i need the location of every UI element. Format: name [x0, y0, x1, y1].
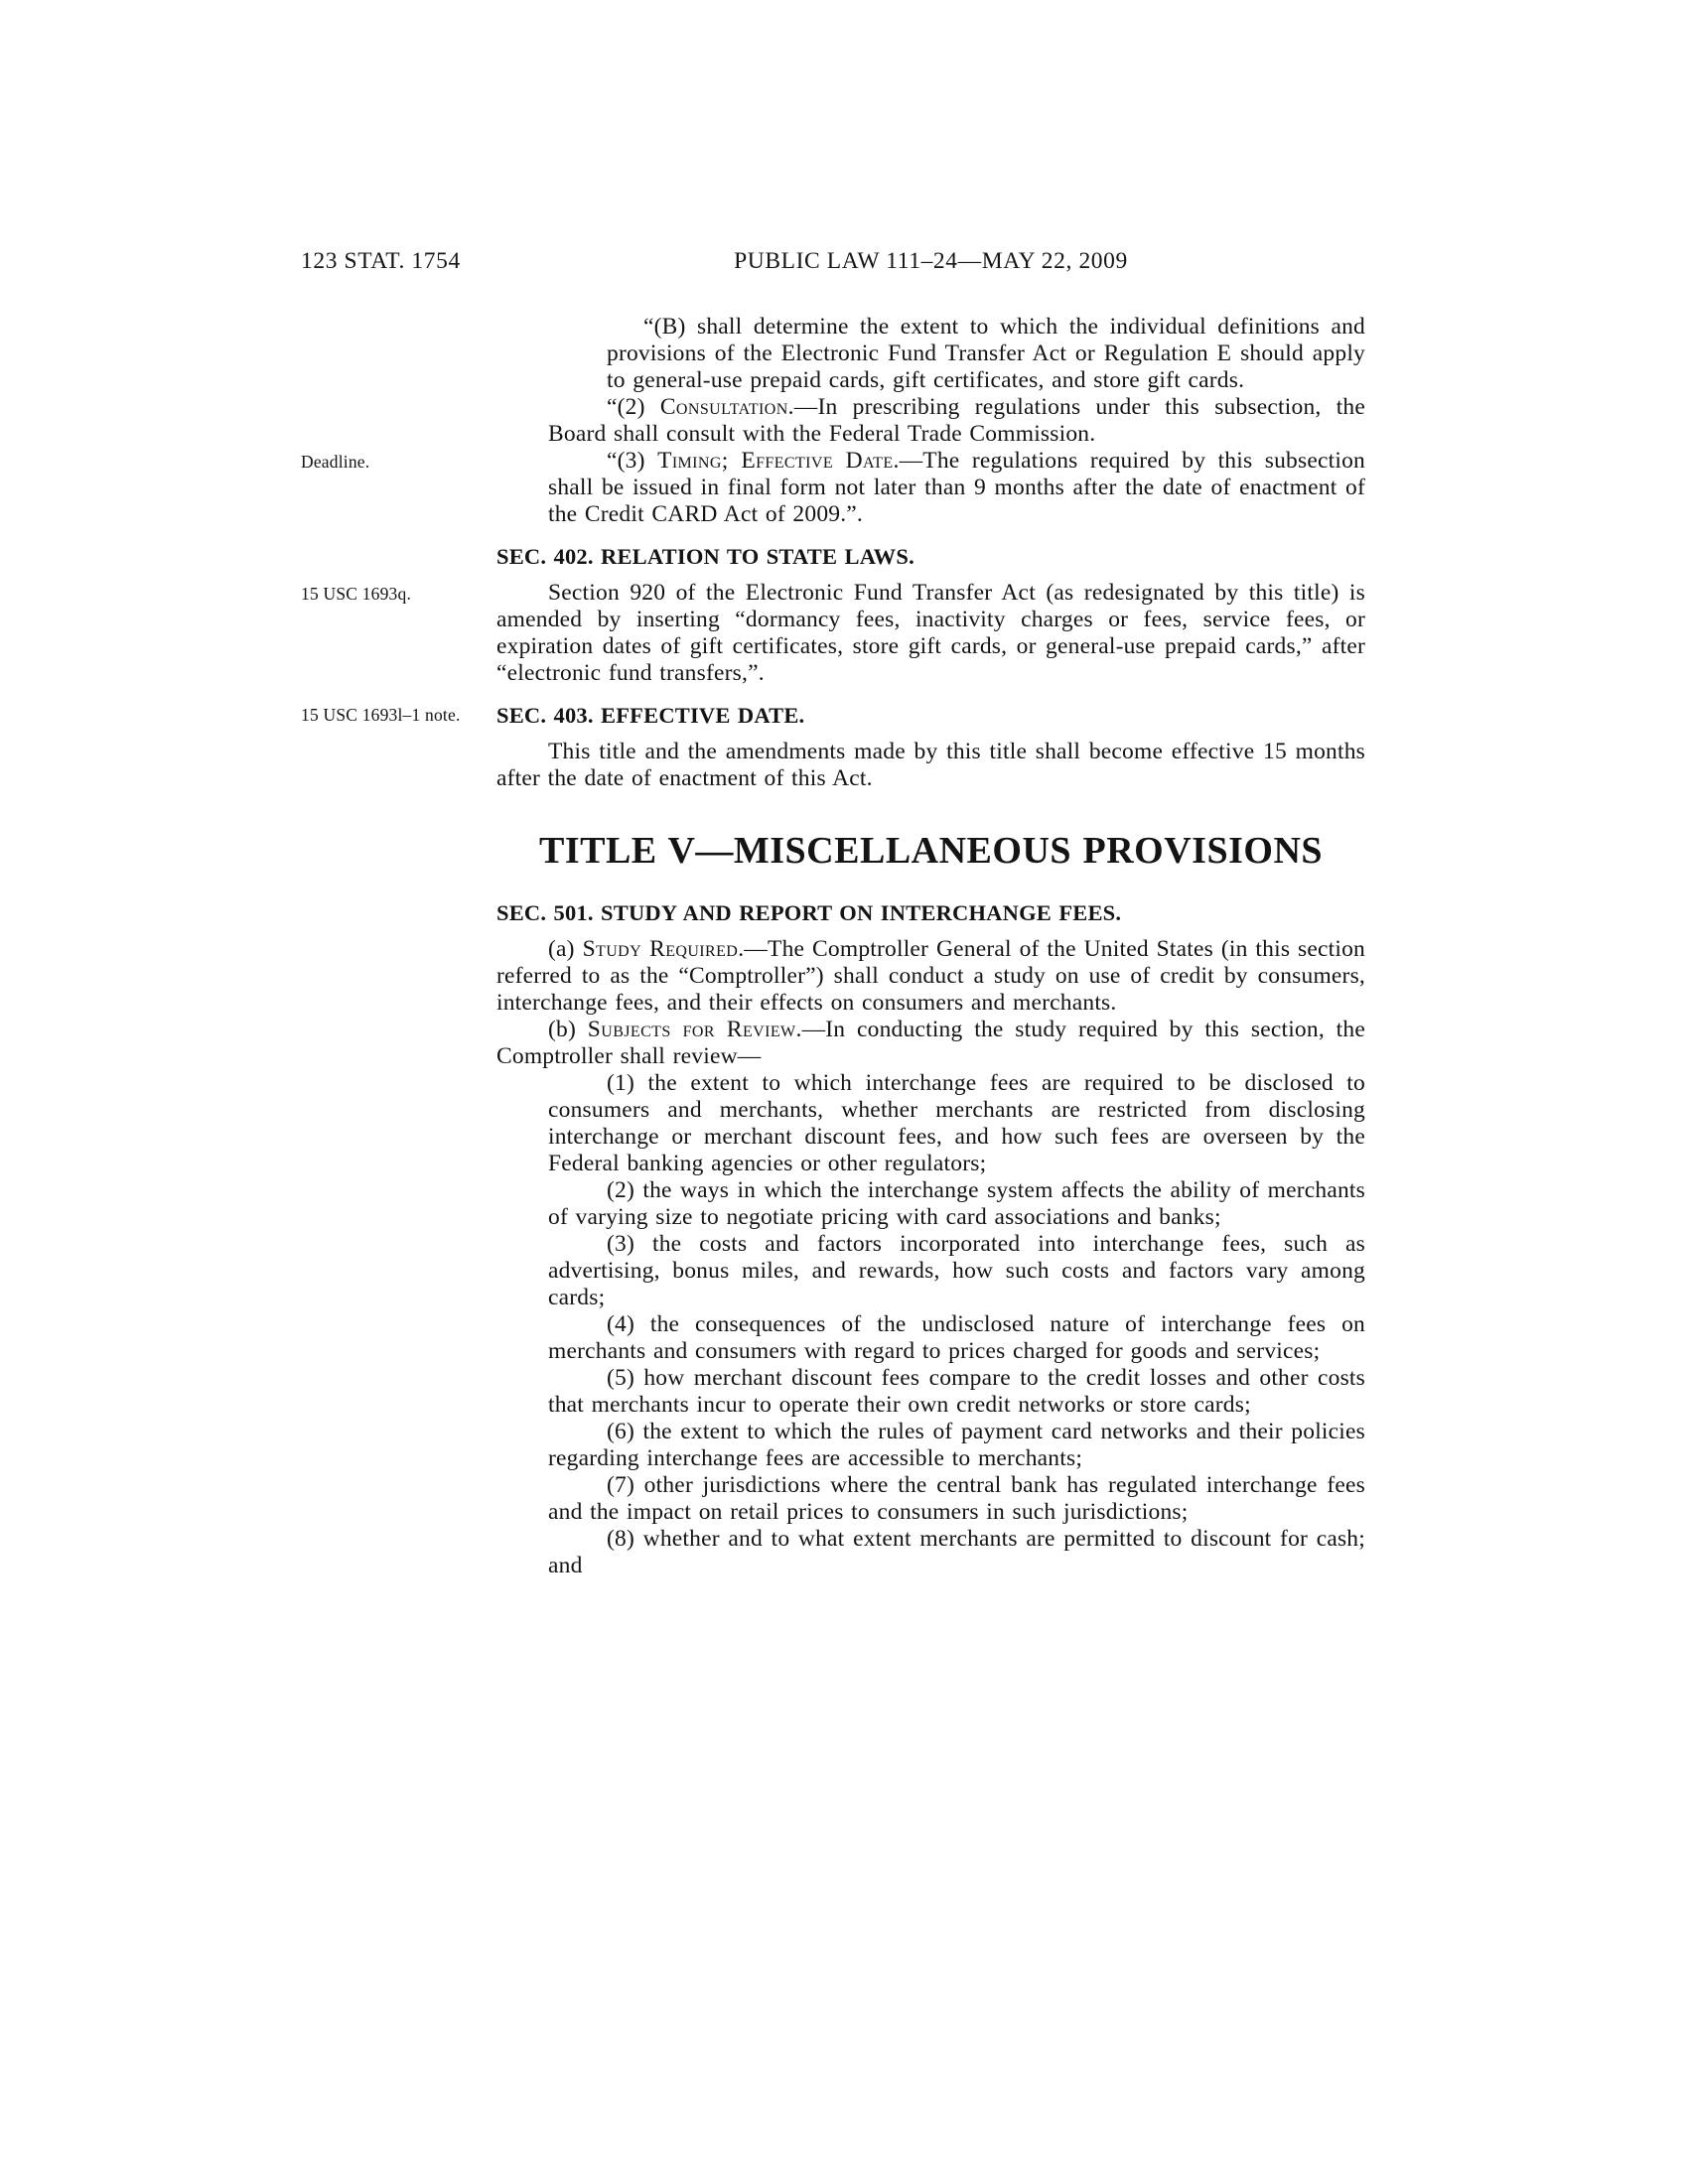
text-run: (5) how merchant discount fees compare to the credit losses and other costs that merchants incur to operate their own credit networks or store cards;	[548, 1365, 1365, 1418]
text-run: (1) the extent to which interchange fees are required to be disclosed to consumers and merchants, whether merchants are restricted from disclosing interchange or merchant discount fees, and how such fees are overseen by the Federal banking agencies or other regulators;	[548, 1070, 1365, 1176]
paragraph	[548, 1070, 1365, 1177]
text-run: This title and the amendments made by this title shall become effective 15 months after the date of enactment of this Act.	[496, 739, 1365, 791]
document-body	[301, 314, 1366, 1579]
paragraph	[607, 314, 1365, 394]
text-run: .—The regulations required by this subsection shall be issued in final form not later than 9 months after the date of enactment of the Credit CARD Act of 2009.”.	[548, 448, 1365, 527]
paragraph	[548, 1526, 1365, 1579]
margin-note: Deadline.	[301, 452, 370, 472]
section-heading	[496, 899, 1365, 926]
section-heading	[496, 543, 1365, 570]
paragraph	[548, 1365, 1365, 1419]
text-run: (6) the extent to which the rules of payment card networks and their policies regarding interchange fees are accessible to merchants;	[548, 1419, 1365, 1471]
margin-note: 15 USC 1693q.	[301, 584, 412, 604]
text-run: (4) the consequences of the undisclosed nature of interchange fees on merchants and consumers with regard to prices charged for goods and services;	[548, 1311, 1365, 1364]
margin-note: 15 USC 1693l–1 note.	[301, 705, 461, 725]
text-run: SEC. 403. EFFECTIVE DATE.	[496, 703, 805, 728]
text-run: .—In prescribing regulations under this subsection, the Board shall consult with the Federal Trade Commission.	[548, 394, 1365, 447]
section-heading	[301, 702, 1365, 729]
small-caps-text: Consultation	[659, 394, 788, 420]
text-run: (2) the ways in which the interchange system affects the ability of merchants of varying size to negotiate pricing with card associations and banks;	[548, 1177, 1365, 1230]
text-run: (a)	[548, 936, 583, 962]
small-caps-text: Study Required	[582, 936, 739, 962]
text-run: (3) the costs and factors incorporated into interchange fees, such as advertising, bonus miles, and rewards, how such costs and factors vary among cards;	[548, 1231, 1365, 1310]
small-caps-text: Timing; Effective Date	[657, 448, 894, 474]
paragraph	[496, 936, 1365, 1017]
paragraph	[548, 1311, 1365, 1365]
title-heading	[496, 828, 1365, 874]
text-run: (7) other jurisdictions where the central bank has regulated interchange fees and the impact on retail prices to consumers in such jurisdictions;	[548, 1472, 1365, 1525]
paragraph	[301, 580, 1365, 687]
paragraph	[301, 448, 1365, 528]
page-header	[0, 248, 1688, 288]
paragraph	[548, 1472, 1365, 1526]
paragraph	[496, 1017, 1365, 1070]
text-run: SEC. 501. STUDY AND REPORT ON INTERCHANGE FEES.	[496, 900, 1122, 925]
law-header: PUBLIC LAW 111–24—MAY 22, 2009	[734, 248, 1128, 274]
text-run: “(2)	[607, 394, 660, 420]
paragraph	[548, 1177, 1365, 1231]
text-run: “(B) shall determine the extent to which the individual definitions and provisions of the Electronic Fund Transfer Act or Regulation E should apply to general-use prepaid cards, gift certificates, and store gift cards.	[607, 314, 1365, 393]
text-run: SEC. 402. RELATION TO STATE LAWS.	[496, 544, 914, 569]
paragraph	[548, 1231, 1365, 1311]
text-run: TITLE V—MISCELLANEOUS PROVISIONS	[538, 830, 1324, 872]
text-run: .—In conducting the study required by this section, the Comptroller shall review—	[496, 1017, 1365, 1069]
paragraph	[548, 394, 1365, 448]
text-run: (b)	[548, 1017, 588, 1042]
stat-page-number: 123 STAT. 1754	[301, 248, 461, 274]
text-run: (8) whether and to what extent merchants are permitted to discount for cash; and	[548, 1526, 1365, 1578]
text-run: .—The Comptroller General of the United States (in this section referred to as the “Comptroller”) shall conduct a study on use of credit by consumers, interchange fees, and their effects on consumers and merchants.	[496, 936, 1366, 1016]
paragraph	[496, 739, 1365, 792]
paragraph	[548, 1419, 1365, 1472]
text-run: “(3)	[607, 448, 658, 474]
text-run: Section 920 of the Electronic Fund Transfer Act (as redesignated by this title) is amended by inserting “dormancy fees, inactivity charges or fees, service fees, or expiration dates of gift certificates, store gift cards, or general-use prepaid cards,” after “electronic fund transfers,”.	[496, 580, 1365, 686]
small-caps-text: Subjects for Review	[587, 1017, 796, 1042]
